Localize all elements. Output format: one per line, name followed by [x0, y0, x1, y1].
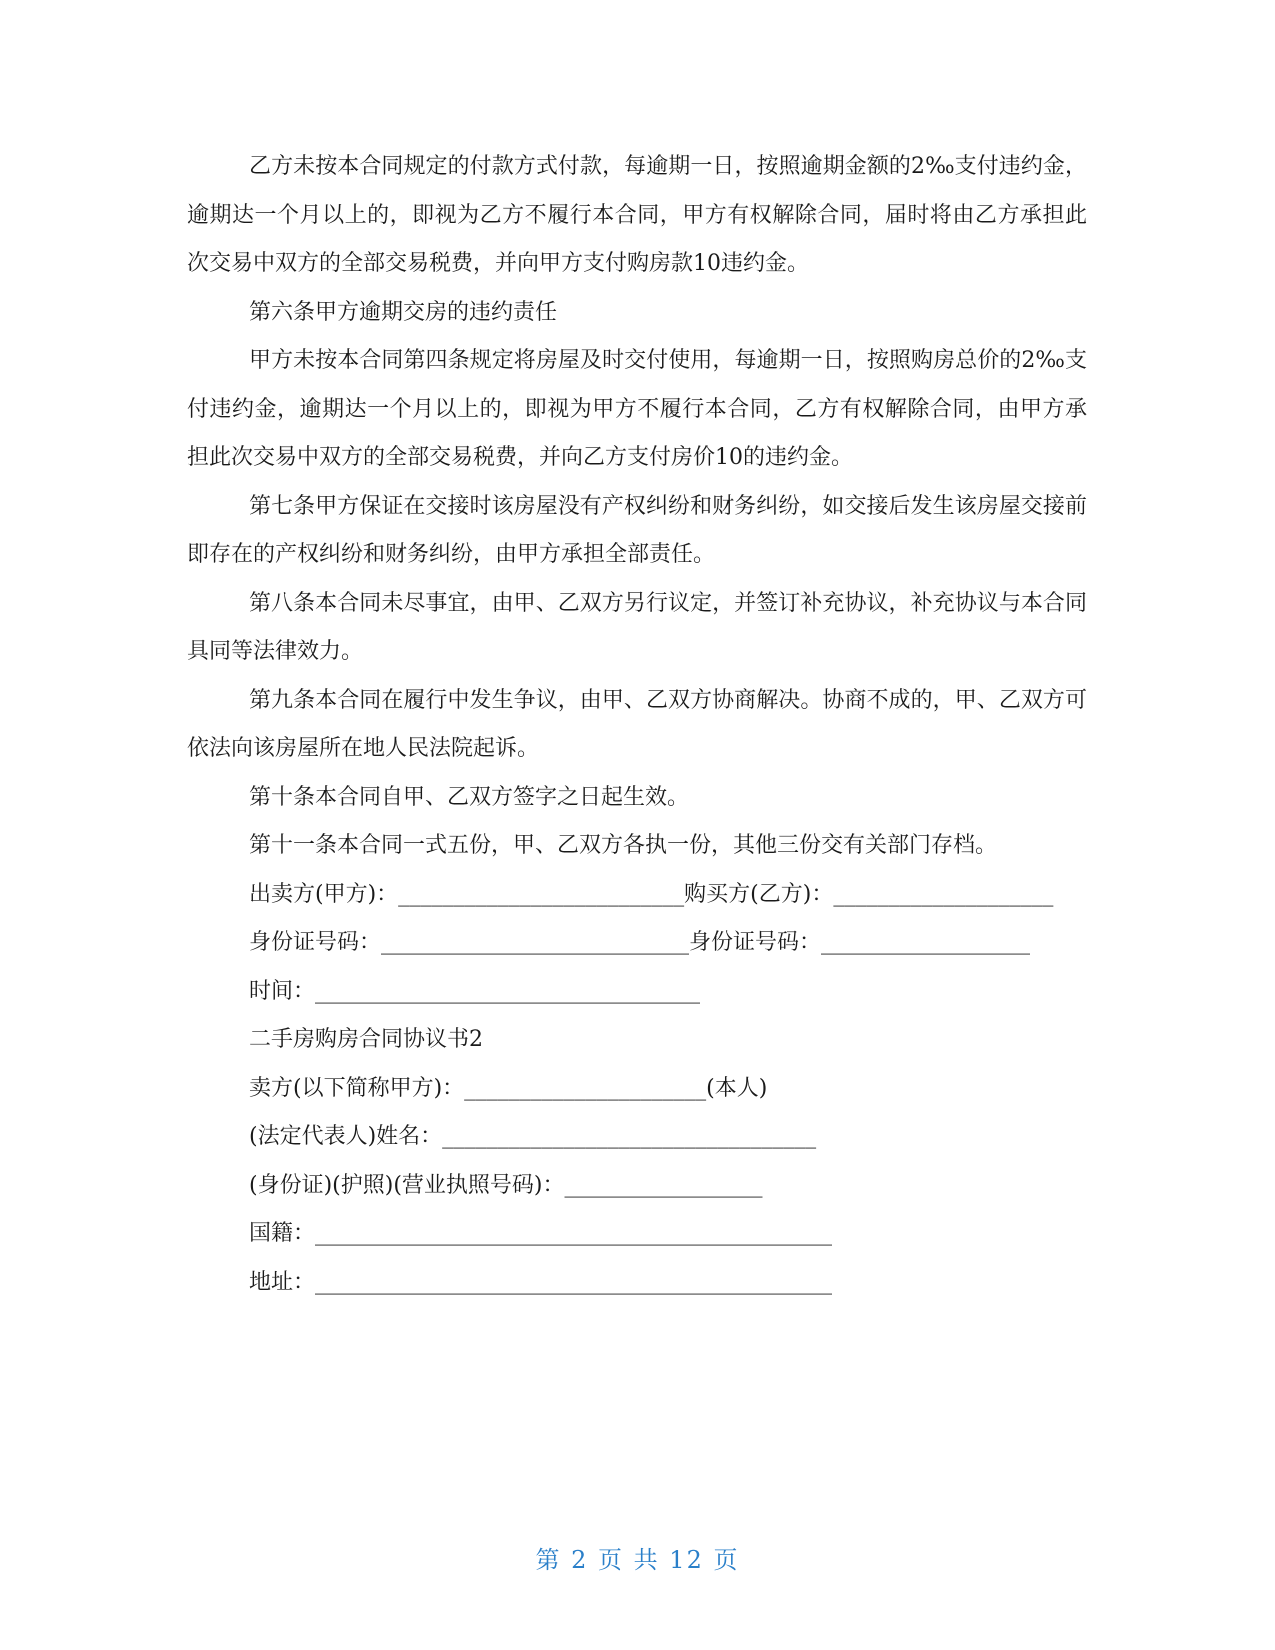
contract-2-title: 二手房购房合同协议书2: [249, 1027, 483, 1052]
signature-date: 时间：___________________________________: [249, 978, 701, 1004]
id-passport-license-line: (身份证)(护照)(营业执照号码)：__________________: [249, 1172, 763, 1198]
nationality-line: 国籍：_______________________________________________: [249, 1221, 833, 1246]
paragraph-article-10: 第十条本合同自甲、乙双方签字之日起生效。: [249, 784, 690, 810]
seller-name-line: 卖方(以下简称甲方)：______________________(本人): [249, 1075, 768, 1101]
signature-id-numbers: 身份证号码：____________________________身份证号码：___________________: [249, 930, 1031, 955]
paragraph-article-11: 第十一条本合同一式五份，甲、乙双方各执一份，其他三份交有关部门存档。: [249, 833, 998, 858]
page-number-footer: 第 2 页 共 12 页: [535, 1546, 740, 1574]
paragraph-article-6-title: 第六条甲方逾期交房的违约责任: [249, 299, 558, 325]
document-body: [187, 143, 1087, 1307]
paragraph-article-8: 第八条本合同未尽事宜，由甲、乙双方另行议定，并签订补充协议，补充协议与本合同具同等法律效力。: [187, 590, 1087, 664]
legal-representative-line: (法定代表人)姓名：__________________________________: [249, 1124, 817, 1149]
paragraph-article-7: 第七条甲方保证在交接时该房屋没有产权纠纷和财务纠纷，如交接后发生该房屋交接前即存在的产权纠纷和财务纠纷，由甲方承担全部责任。: [187, 493, 1087, 567]
address-line: 地址：_______________________________________________: [249, 1269, 833, 1295]
paragraph-buyer-late-payment: 乙方未按本合同规定的付款方式付款，每逾期一日，按照逾期金额的2‰支付违约金，逾期达一个月以上的，即视为乙方不履行本合同，甲方有权解除合同，届时将由乙方承担此次交易中双方的全部交易税费，并向甲方支付购房款10违约金。: [187, 154, 1087, 276]
paragraph-seller-late-delivery: 甲方未按本合同第四条规定将房屋及时交付使用，每逾期一日，按照购房总价的2‰支付违约金，逾期达一个月以上的，即视为甲方不履行本合同，乙方有权解除合同，由甲方承担此次交易中双方的全部交易税费，并向乙方支付房价10的违约金。: [187, 348, 1087, 470]
paragraph-article-9: 第九条本合同在履行中发生争议，由甲、乙双方协商解决。协商不成的，甲、乙双方可依法向该房屋所在地人民法院起诉。: [187, 687, 1087, 761]
signature-seller-buyer: 出卖方(甲方)：__________________________购买方(乙方)：____________________: [249, 881, 1054, 907]
